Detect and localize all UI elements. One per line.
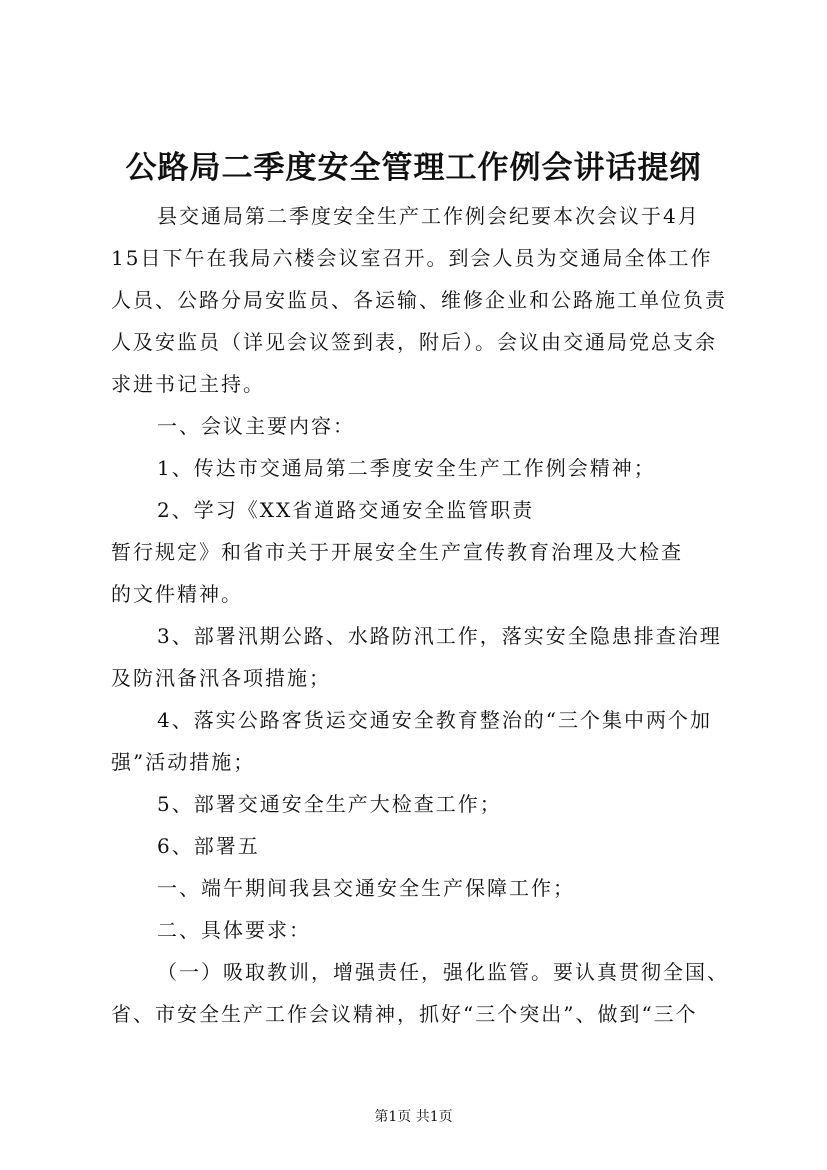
list-item: 4、落实公路客货运交通安全教育整治的“三个集中两个加 [157,708,712,732]
page-footer [0,1107,827,1127]
section-heading: 二、具体要求： [157,918,311,942]
paragraph-line: 省、市安全生产工作会议精神，抓好“三个突出”、做到“三个 [111,1002,698,1026]
paragraph-line: 的文件精神。 [111,582,243,606]
list-item: 1、传达市交通局第二季度安全生产工作例会精神； [157,456,656,480]
paragraph-line: 县交通局第二季度安全生产工作例会纪要本次会议于4月 [157,204,700,228]
paragraph-line: 及防汛备汛各项措施； [111,666,331,690]
paragraph-line: 人员、公路分局安监员、各运输、维修企业和公路施工单位负责 [111,288,727,312]
page-number: 第1页 共1页 [374,1109,453,1125]
paragraph-line: 人及安监员（详见会议签到表，附后）。会议由交通局党总支余 [111,330,717,354]
list-item: 2、学习《XX省道路交通安全监管职责 [157,498,535,522]
list-item: 3、部署汛期公路、水路防汛工作，落实安全隐患排查治理 [157,624,722,648]
section-heading: 一、会议主要内容： [157,414,355,438]
section-heading: 一、端午期间我县交通安全生产保障工作； [157,876,575,900]
paragraph-line: 强”活动措施； [111,750,256,774]
list-item: 5、部署交通安全生产大检查工作； [157,792,502,816]
paragraph-line: 15日下午在我局六楼会议室召开。到会人员为交通局全体工作 [111,246,713,270]
document-title: 公路局二季度安全管理工作例会讲话提纲 [125,150,702,186]
paragraph-line: 暂行规定》和省市关于开展安全生产宣传教育治理及大检查 [111,540,683,564]
document-body [111,195,731,1035]
list-item: 6、部署五 [157,834,260,858]
paragraph-line: （一）吸取教训，增强责任，强化监管。要认真贯彻全国、 [157,960,729,984]
paragraph-line: 求进书记主持。 [111,372,265,396]
